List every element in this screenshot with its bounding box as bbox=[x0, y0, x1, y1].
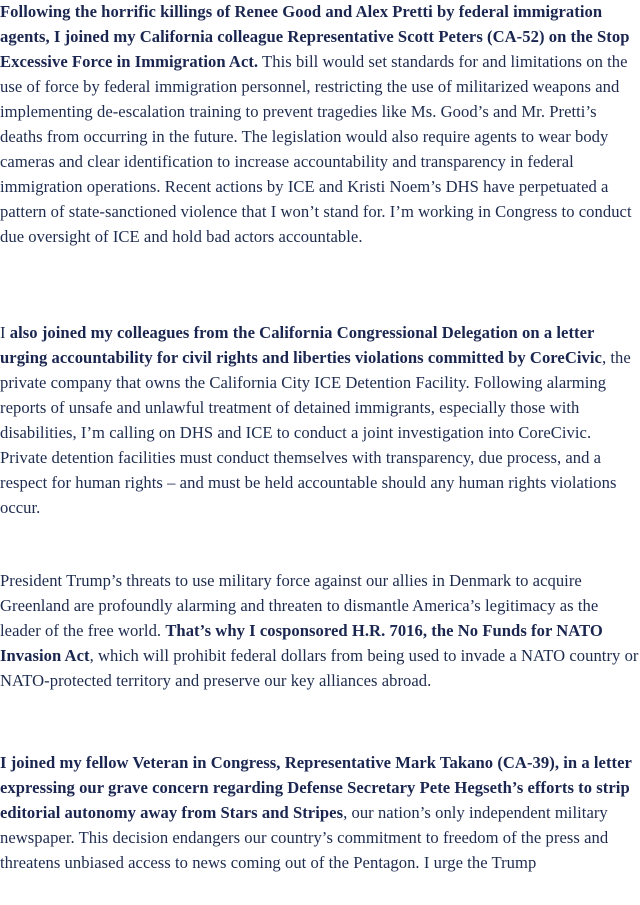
paragraph-bold-highlight: That’s why I cosponsored H.R. 7016, the No Funds for NATO Invasion Act bbox=[0, 621, 603, 665]
paragraph-text: , which will prohibit federal dollars from being used to invade a NATO country or NATO-protected territory and preserve our key alliances abroad. bbox=[0, 646, 639, 690]
paragraph-nato-invasion-act bbox=[0, 568, 640, 693]
paragraph-text: , our nation’s only independent military newspaper. This decision endangers our country’s commitment to freedom of the press and threatens unbiased access to news coming out of the Pentagon. I urge the Trump bbox=[0, 803, 609, 872]
paragraph-bold-lead: also joined my colleagues from the California Congressional Delegation on a letter urging accountability for civil rights and liberties violations committed by CoreCivic bbox=[0, 323, 602, 367]
paragraph-corecivic-letter bbox=[0, 320, 640, 520]
paragraph-bold-lead: I joined my fellow Veteran in Congress, Representative Mark Takano (CA-39), in a letter expressing our grave concern regarding Defense Secretary Pete Hegseth’s efforts to strip editorial autonomy away from Stars and Stripes bbox=[0, 753, 632, 822]
paragraph-stars-and-stripes-letter bbox=[0, 750, 640, 875]
paragraph-lead-text: President Trump’s threats to use military force against our allies in Denmark to acquire Greenland are profoundly alarming and threaten to dismantle America’s legitimacy as the leader of the free world. bbox=[0, 571, 599, 640]
paragraph-lead-text: I bbox=[0, 323, 10, 342]
paragraph-text: This bill would set standards for and limitations on the use of force by federal immigration personnel, restricting the use of militarized weapons and implementing de-escalation training to prevent tragedies like Ms. Good’s and Mr. Pretti’s deaths from occurring in the future. The legislation would also require agents to wear body cameras and clear identification to increase accountability and transparency in federal immigration operations. Recent actions by ICE and Kristi Noem’s DHS have perpetuated a pattern of state-sanctioned violence that I won’t stand for. I’m working in Congress to conduct due oversight of ICE and hold bad actors accountable. bbox=[0, 52, 632, 246]
paragraph-text: , the private company that owns the California City ICE Detention Facility. Following alarming reports of unsafe and unlawful treatment of detained immigrants, especially those with disabilities, I’m calling on DHS and ICE to conduct a joint investigation into CoreCivic. Private detention facilities must conduct themselves with transparency, due process, and a respect for human rights – and must be held accountable should any human rights violations occur. bbox=[0, 348, 631, 517]
paragraph-force-in-immigration-act bbox=[0, 0, 640, 249]
paragraph-bold-lead: Following the horrific killings of Renee Good and Alex Pretti by federal immigration agents, I joined my California colleague Representative Scott Peters (CA-52) on the Stop Excessive Force in Immigration Act. bbox=[0, 2, 630, 71]
